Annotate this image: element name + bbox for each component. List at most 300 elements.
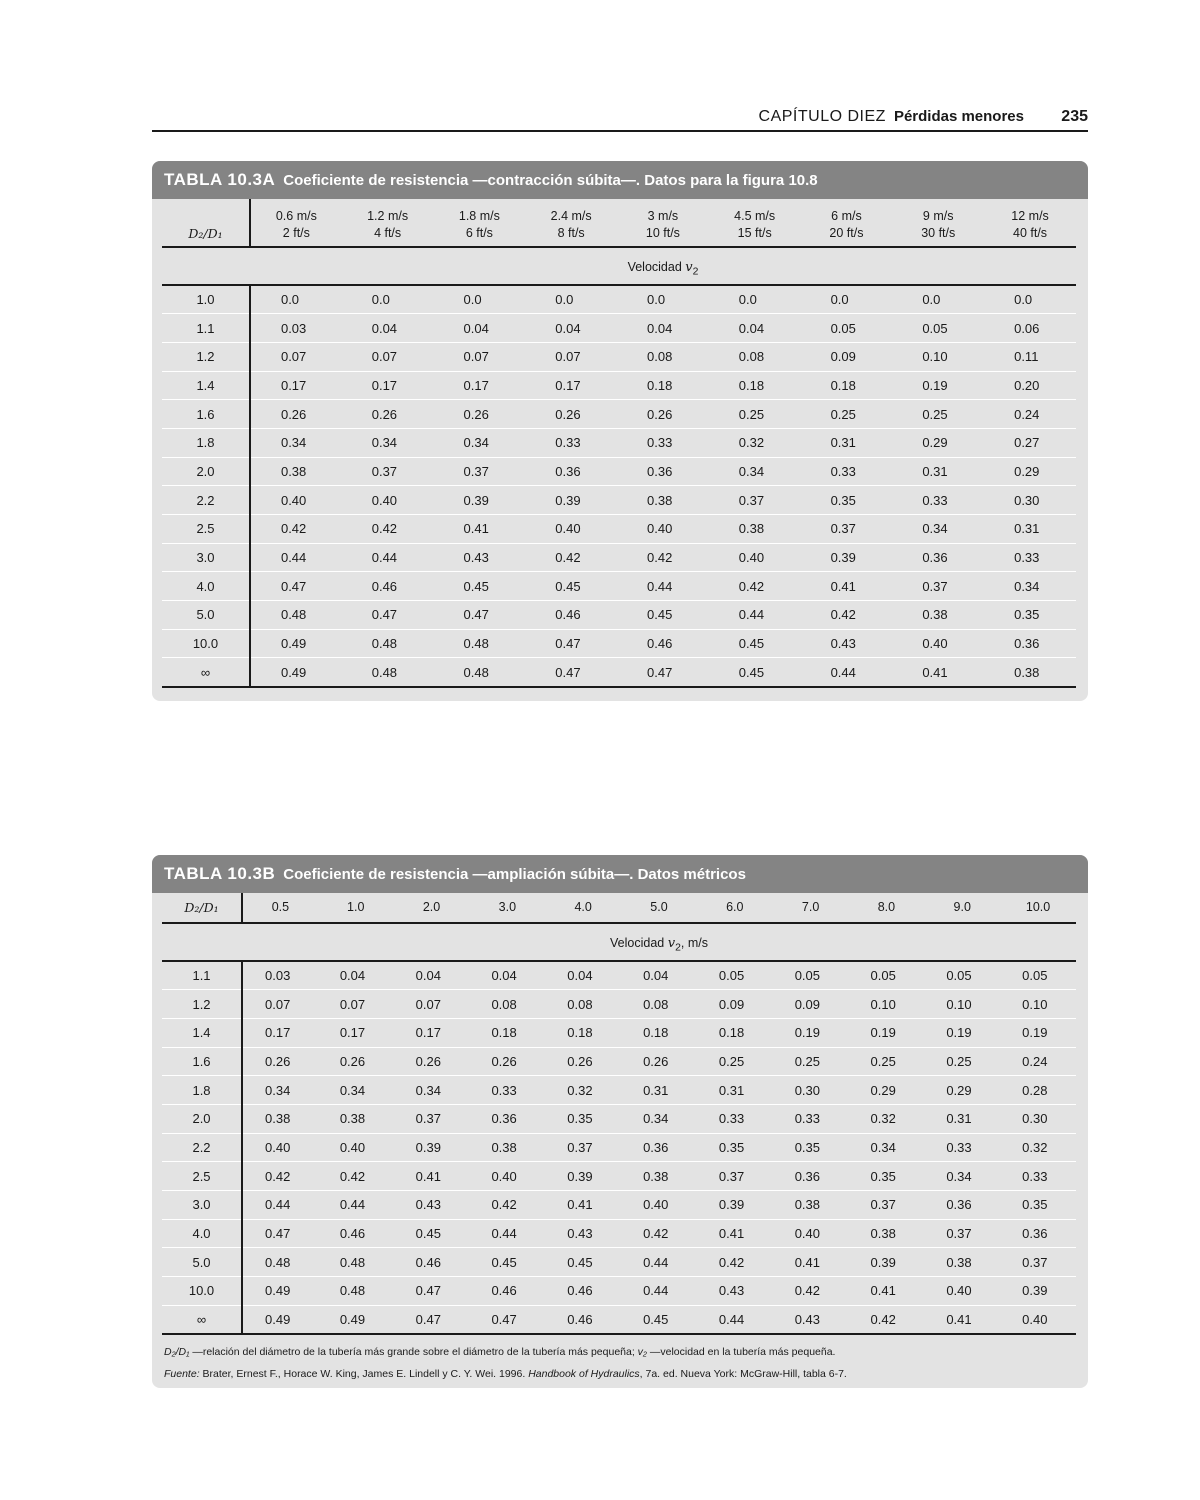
coefficient-cell: 0.08 [545,990,621,1019]
coefficient-cell: 0.38 [469,1133,545,1162]
coefficient-cell: 0.46 [525,601,617,630]
imperial-velocity-label: 6 ft/s [465,226,493,240]
coefficient-cell: 0.25 [924,1047,1000,1076]
coefficient-cell: 0.04 [318,961,394,990]
coefficient-cell: 0.17 [318,1018,394,1047]
coefficient-cell: 0.18 [709,371,801,400]
coefficient-cell: 0.40 [250,486,342,515]
coefficient-cell: 0.04 [617,314,709,343]
coefficient-cell: 0.34 [984,572,1076,601]
coefficient-cell: 0.26 [434,400,526,429]
coefficient-cell: 0.07 [525,342,617,371]
coefficient-cell: 0.08 [617,342,709,371]
coefficient-cell: 0.48 [242,1248,318,1277]
coefficient-cell: 0.34 [242,1076,318,1105]
coefficient-cell: 0.05 [801,314,893,343]
coefficient-cell: 0.37 [394,1104,470,1133]
coefficient-cell: 0.17 [250,371,342,400]
table-row [162,515,1076,544]
ratio-cell: 4.0 [162,572,250,601]
metric-velocity-label: 6 m/s [831,209,862,223]
ratio-cell: 2.2 [162,486,250,515]
coefficient-cell: 0.47 [394,1277,470,1306]
coefficient-cell: 0.29 [892,428,984,457]
coefficient-cell: 0.40 [709,543,801,572]
coefficient-cell: 0.33 [469,1076,545,1105]
coefficient-cell: 0.42 [242,1162,318,1191]
coefficient-cell: 0.39 [545,1162,621,1191]
coefficient-cell: 0.42 [801,601,893,630]
data-table [162,199,1076,688]
ratio-cell: 3.0 [162,543,250,572]
table-row [162,1076,1076,1105]
coefficient-cell: 0.45 [617,601,709,630]
section-title: Pérdidas menores [893,108,1024,125]
coefficient-cell: 0.46 [318,1219,394,1248]
coefficient-cell: 0.41 [697,1219,773,1248]
coefficient-cell: 0.31 [621,1076,697,1105]
coefficient-cell: 0.47 [469,1305,545,1334]
coefficient-cell: 0.25 [801,400,893,429]
coefficient-cell: 0.41 [924,1305,1000,1334]
coefficient-cell: 0.36 [617,457,709,486]
coefficient-cell: 0.41 [545,1191,621,1220]
velocity-column-header [250,199,342,247]
coefficient-cell: 0.44 [697,1305,773,1334]
coefficient-cell: 0.18 [697,1018,773,1047]
group-header-row [162,247,1076,285]
coefficient-cell: 0.05 [849,961,925,990]
coefficient-cell: 0.35 [801,486,893,515]
coefficient-cell: 0.43 [773,1305,849,1334]
ratio-cell: 1.4 [162,1018,242,1047]
table-row [162,543,1076,572]
chapter-label: CAPÍTULO DIEZ [758,108,886,125]
coefficient-cell: 0.44 [342,543,434,572]
coefficient-cell: 0.45 [709,658,801,687]
coefficient-cell: 0.0 [342,285,434,314]
data-table [162,893,1076,1335]
coefficient-cell: 0.31 [697,1076,773,1105]
coefficient-cell: 0.39 [434,486,526,515]
footnote-definition: D₂/D₁ —relación del diámetro de la tubería más grande sobre el diámetro de la tubería más pequeña; v₂ —velocidad en la tubería más pequeña. [164,1345,836,1358]
coefficient-cell: 0.17 [434,371,526,400]
table-row [162,1047,1076,1076]
coefficient-cell: 0.18 [621,1018,697,1047]
coefficient-cell: 0.40 [617,515,709,544]
coefficient-cell: 0.45 [621,1305,697,1334]
velocity-column-header [892,199,984,247]
coefficient-cell: 0.49 [250,658,342,687]
coefficient-cell: 0.35 [984,601,1076,630]
table-row [162,1248,1076,1277]
coefficient-cell: 0.40 [469,1162,545,1191]
coefficient-cell: 0.46 [394,1248,470,1277]
coefficient-cell: 0.42 [709,572,801,601]
coefficient-cell: 0.41 [849,1277,925,1306]
metric-velocity-label: 9 m/s [922,209,954,223]
coefficient-cell: 0.46 [545,1277,621,1306]
coefficient-cell: 0.47 [617,658,709,687]
coefficient-cell: 0.37 [342,457,434,486]
coefficient-cell: 0.07 [342,342,434,371]
ratio-cell: 2.0 [162,457,250,486]
coefficient-cell: 0.26 [394,1047,470,1076]
coefficient-cell: 0.45 [469,1248,545,1277]
coefficient-cell: 0.44 [469,1219,545,1248]
coefficient-cell: 0.31 [801,428,893,457]
coefficient-cell: 0.34 [250,428,342,457]
velocity-column-header: 4.0 [545,893,621,923]
velocity-column-header: 1.0 [318,893,394,923]
coefficient-cell: 0.44 [621,1277,697,1306]
coefficient-cell: 0.36 [924,1191,1000,1220]
table-row [162,1191,1076,1220]
coefficient-cell: 0.09 [801,342,893,371]
coefficient-cell: 0.48 [318,1248,394,1277]
coefficient-cell: 0.33 [1000,1162,1076,1191]
coefficient-cell: 0.48 [318,1277,394,1306]
table-row [162,371,1076,400]
table-caption-bar [152,161,1088,199]
coefficient-cell: 0.25 [849,1047,925,1076]
coefficient-cell: 0.0 [617,285,709,314]
coefficient-cell: 0.05 [1000,961,1076,990]
coefficient-cell: 0.49 [242,1305,318,1334]
ratio-cell: 3.0 [162,1191,242,1220]
coefficient-cell: 0.35 [1000,1191,1076,1220]
coefficient-cell: 0.48 [250,601,342,630]
coefficient-cell: 0.40 [242,1133,318,1162]
velocity-column-header: 8.0 [849,893,925,923]
coefficient-cell: 0.18 [469,1018,545,1047]
coefficient-cell: 0.26 [545,1047,621,1076]
coefficient-cell: 0.35 [545,1104,621,1133]
coefficient-cell: 0.07 [242,990,318,1019]
footnote-source: Fuente: Brater, Ernest F., Horace W. King, James E. Lindell y C. Y. Wei. 1996. Handbook of Hydraulics, 7a. ed. Nueva York: McGraw-Hill, tabla 6-7. [164,1367,847,1380]
ratio-cell: 2.5 [162,515,250,544]
table-label: TABLA 10.3A [164,170,276,189]
coefficient-cell: 0.37 [709,486,801,515]
coefficient-cell: 0.34 [342,428,434,457]
coefficient-cell: 0.44 [242,1191,318,1220]
metric-velocity-label: 3 m/s [647,209,679,223]
coefficient-cell: 0.48 [342,629,434,658]
coefficient-cell: 0.41 [801,572,893,601]
coefficient-cell: 0.04 [545,961,621,990]
coefficient-cell: 0.36 [984,629,1076,658]
coefficient-cell: 0.43 [394,1191,470,1220]
metric-velocity-label: 4.5 m/s [734,209,776,223]
coefficient-cell: 0.34 [849,1133,925,1162]
table-10-3b [152,855,1088,1388]
velocity-column-header: 9.0 [924,893,1000,923]
table-row [162,961,1076,990]
ratio-cell: 1.6 [162,1047,242,1076]
coefficient-cell: 0.33 [984,543,1076,572]
coefficient-cell: 0.10 [849,990,925,1019]
coefficient-cell: 0.49 [250,629,342,658]
coefficient-cell: 0.34 [892,515,984,544]
table-row [162,486,1076,515]
velocity-column-header: 0.5 [242,893,318,923]
coefficient-cell: 0.35 [773,1133,849,1162]
coefficient-cell: 0.43 [801,629,893,658]
velocity-column-header: 6.0 [697,893,773,923]
coefficient-cell: 0.31 [984,515,1076,544]
coefficient-cell: 0.0 [801,285,893,314]
coefficient-cell: 0.42 [849,1305,925,1334]
page-number: 235 [1061,108,1088,125]
coefficient-cell: 0.33 [617,428,709,457]
coefficient-cell: 0.18 [545,1018,621,1047]
coefficient-cell: 0.05 [924,961,1000,990]
coefficient-cell: 0.42 [617,543,709,572]
table-row [162,658,1076,687]
coefficient-cell: 0.37 [924,1219,1000,1248]
ratio-cell: 2.0 [162,1104,242,1133]
table-body [162,961,1076,1334]
imperial-velocity-label: 40 ft/s [1013,226,1048,240]
coefficient-cell: 0.29 [924,1076,1000,1105]
coefficient-cell: 0.10 [1000,990,1076,1019]
velocity-column-header [984,199,1076,247]
coefficient-cell: 0.39 [394,1133,470,1162]
table-title: Coeficiente de resistencia —contracción súbita—. Datos para la figura 10.8 [283,171,818,189]
coefficient-cell: 0.08 [621,990,697,1019]
coefficient-cell: 0.49 [242,1277,318,1306]
coefficient-cell: 0.04 [394,961,470,990]
coefficient-cell: 0.07 [434,342,526,371]
coefficient-cell: 0.18 [617,371,709,400]
coefficient-cell: 0.34 [318,1076,394,1105]
coefficient-cell: 0.03 [242,961,318,990]
coefficient-cell: 0.29 [849,1076,925,1105]
velocity-column-header [801,199,893,247]
coefficient-cell: 0.30 [984,486,1076,515]
coefficient-cell: 0.17 [342,371,434,400]
coefficient-cell: 0.47 [394,1305,470,1334]
coefficient-cell: 0.41 [892,658,984,687]
coefficient-cell: 0.05 [892,314,984,343]
coefficient-cell: 0.34 [924,1162,1000,1191]
coefficient-cell: 0.32 [849,1104,925,1133]
coefficient-cell: 0.38 [892,601,984,630]
coefficient-cell: 0.46 [545,1305,621,1334]
coefficient-cell: 0.24 [1000,1047,1076,1076]
column-header-row [162,199,1076,247]
coefficient-cell: 0.33 [525,428,617,457]
coefficient-cell: 0.17 [525,371,617,400]
coefficient-cell: 0.45 [394,1219,470,1248]
coefficient-cell: 0.36 [773,1162,849,1191]
coefficient-cell: 0.03 [250,314,342,343]
coefficient-cell: 0.0 [250,285,342,314]
coefficient-cell: 0.48 [342,658,434,687]
coefficient-cell: 0.38 [621,1162,697,1191]
coefficient-cell: 0.38 [924,1248,1000,1277]
coefficient-cell: 0.18 [801,371,893,400]
coefficient-cell: 0.34 [621,1104,697,1133]
coefficient-cell: 0.47 [342,601,434,630]
coefficient-cell: 0.42 [621,1219,697,1248]
coefficient-cell: 0.37 [801,515,893,544]
velocity-column-header: 3.0 [469,893,545,923]
ratio-cell: 1.1 [162,314,250,343]
ratio-cell: 2.2 [162,1133,242,1162]
ratio-cell: 1.8 [162,428,250,457]
coefficient-cell: 0.05 [697,961,773,990]
coefficient-cell: 0.38 [984,658,1076,687]
metric-velocity-label: 12 m/s [1011,209,1049,223]
coefficient-cell: 0.39 [697,1191,773,1220]
coefficient-cell: 0.39 [801,543,893,572]
coefficient-cell: 0.32 [545,1076,621,1105]
table-label: TABLA 10.3B [164,864,276,883]
ratio-cell: 1.6 [162,400,250,429]
coefficient-cell: 0.44 [621,1248,697,1277]
coefficient-cell: 0.19 [849,1018,925,1047]
coefficient-cell: 0.0 [434,285,526,314]
ratio-cell: 5.0 [162,601,250,630]
ratio-cell: 1.2 [162,990,242,1019]
coefficient-cell: 0.09 [697,990,773,1019]
coefficient-cell: 0.10 [892,342,984,371]
table-row [162,1104,1076,1133]
imperial-velocity-label: 20 ft/s [829,226,864,240]
table-caption-bar [152,855,1088,893]
coefficient-cell: 0.47 [250,572,342,601]
coefficient-cell: 0.44 [250,543,342,572]
coefficient-cell: 0.47 [434,601,526,630]
ratio-cell: 1.1 [162,961,242,990]
coefficient-cell: 0.26 [525,400,617,429]
ratio-cell: ∞ [162,1305,242,1334]
coefficient-cell: 0.07 [250,342,342,371]
imperial-velocity-label: 30 ft/s [921,226,956,240]
coefficient-cell: 0.26 [250,400,342,429]
coefficient-cell: 0.33 [773,1104,849,1133]
ratio-header: D₂/D₁ [162,893,242,923]
coefficient-cell: 0.38 [318,1104,394,1133]
metric-velocity-label: 1.8 m/s [458,209,500,223]
coefficient-cell: 0.37 [849,1191,925,1220]
velocity-column-header [525,199,617,247]
coefficient-cell: 0.42 [697,1248,773,1277]
coefficient-cell: 0.04 [621,961,697,990]
coefficient-cell: 0.44 [617,572,709,601]
coefficient-cell: 0.35 [697,1133,773,1162]
coefficient-cell: 0.45 [545,1248,621,1277]
velocity-column-header: 2.0 [394,893,470,923]
coefficient-cell: 0.43 [434,543,526,572]
coefficient-cell: 0.26 [621,1047,697,1076]
metric-velocity-label: 1.2 m/s [367,209,409,223]
coefficient-cell: 0.34 [434,428,526,457]
coefficient-cell: 0.37 [434,457,526,486]
coefficient-cell: 0.42 [318,1162,394,1191]
coefficient-cell: 0.38 [849,1219,925,1248]
ratio-header: D₂/D₁ [162,199,250,247]
imperial-velocity-label: 15 ft/s [737,226,772,240]
coefficient-cell: 0.38 [617,486,709,515]
coefficient-cell: 0.26 [469,1047,545,1076]
coefficient-cell: 0.36 [1000,1219,1076,1248]
coefficient-cell: 0.40 [318,1133,394,1162]
coefficient-cell: 0.45 [434,572,526,601]
ratio-cell: ∞ [162,658,250,687]
coefficient-cell: 0.38 [242,1104,318,1133]
ratio-cell: 10.0 [162,629,250,658]
group-header-row [162,923,1076,961]
coefficient-cell: 0.0 [984,285,1076,314]
coefficient-cell: 0.36 [621,1133,697,1162]
ratio-cell: 1.8 [162,1076,242,1105]
imperial-velocity-label: 10 ft/s [645,226,680,240]
table-body [162,285,1076,687]
table-row [162,457,1076,486]
coefficient-cell: 0.41 [394,1162,470,1191]
coefficient-cell: 0.24 [984,400,1076,429]
table-row [162,1133,1076,1162]
coefficient-cell: 0.31 [924,1104,1000,1133]
coefficient-cell: 0.35 [849,1162,925,1191]
coefficient-cell: 0.47 [525,658,617,687]
table-row [162,1219,1076,1248]
coefficient-cell: 0.25 [697,1047,773,1076]
coefficient-cell: 0.47 [525,629,617,658]
ratio-cell: 4.0 [162,1219,242,1248]
coefficient-cell: 0.39 [849,1248,925,1277]
coefficient-cell: 0.40 [1000,1305,1076,1334]
table-row [162,629,1076,658]
coefficient-cell: 0.37 [892,572,984,601]
velocity-column-header [342,199,434,247]
coefficient-cell: 0.32 [709,428,801,457]
ratio-cell: 2.5 [162,1162,242,1191]
coefficient-cell: 0.40 [621,1191,697,1220]
coefficient-cell: 0.40 [924,1277,1000,1306]
coefficient-cell: 0.38 [773,1191,849,1220]
coefficient-cell: 0.42 [250,515,342,544]
coefficient-cell: 0.42 [342,515,434,544]
coefficient-cell: 0.11 [984,342,1076,371]
table-row [162,572,1076,601]
coefficient-cell: 0.46 [469,1277,545,1306]
coefficient-cell: 0.33 [892,486,984,515]
coefficient-cell: 0.43 [545,1219,621,1248]
coefficient-cell: 0.41 [773,1248,849,1277]
coefficient-cell: 0.26 [318,1047,394,1076]
coefficient-cell: 0.26 [242,1047,318,1076]
coefficient-cell: 0.43 [697,1277,773,1306]
coefficient-cell: 0.31 [892,457,984,486]
coefficient-cell: 0.41 [434,515,526,544]
coefficient-cell: 0.42 [525,543,617,572]
coefficient-cell: 0.33 [697,1104,773,1133]
coefficient-cell: 0.36 [525,457,617,486]
coefficient-cell: 0.19 [1000,1018,1076,1047]
imperial-velocity-label: 8 ft/s [557,226,585,240]
table-row [162,285,1076,314]
coefficient-cell: 0.07 [394,990,470,1019]
coefficient-cell: 0.29 [984,457,1076,486]
running-head [152,108,1088,132]
table-title: Coeficiente de resistencia —ampliación súbita—. Datos métricos [283,865,746,883]
coefficient-cell: 0.48 [434,658,526,687]
coefficient-cell: 0.0 [892,285,984,314]
ratio-cell: 5.0 [162,1248,242,1277]
